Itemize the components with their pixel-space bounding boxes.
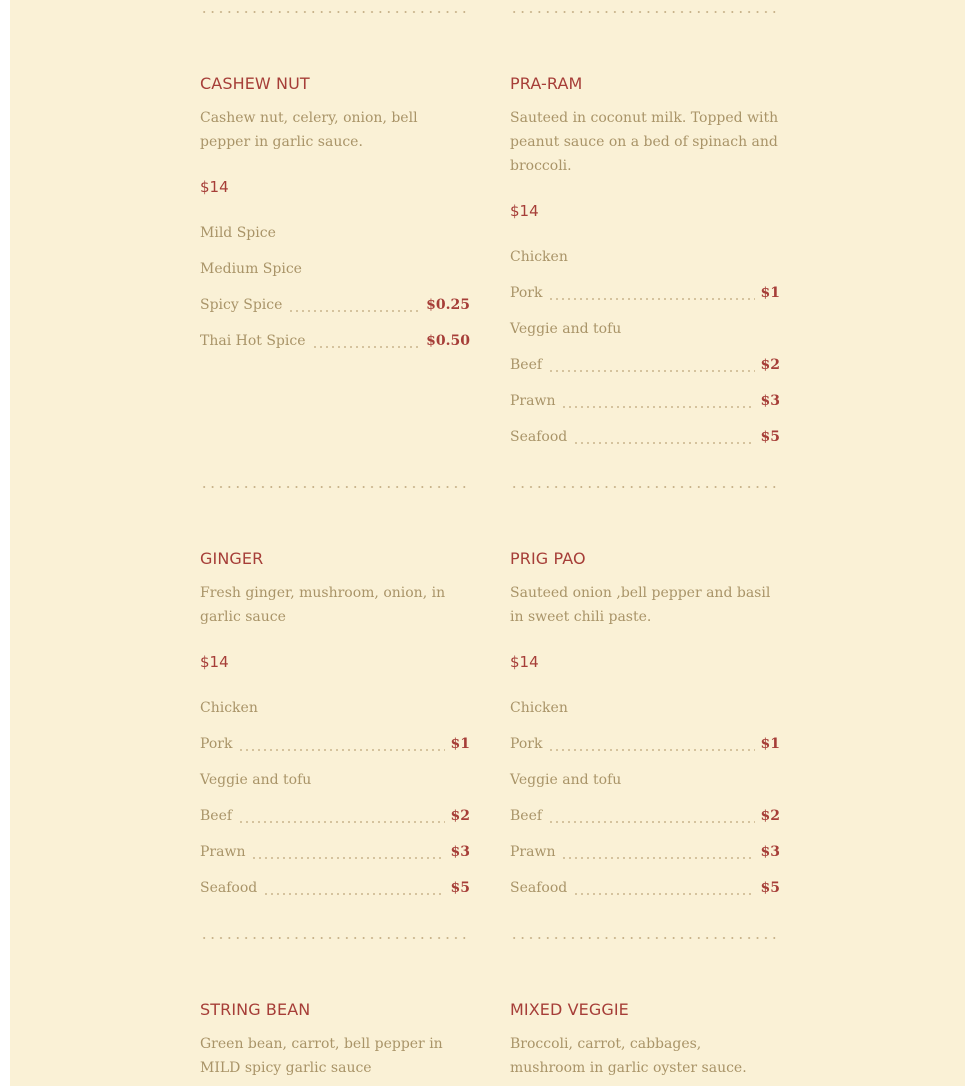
- option-name: Seafood: [200, 880, 258, 896]
- separator: [510, 11, 780, 13]
- option-name: Beef: [510, 808, 543, 824]
- item-description: Broccoli, carrot, cabbages, mushroom in garlic oyster sauce.: [510, 1036, 747, 1076]
- item-title: CASHEW NUT: [200, 74, 310, 93]
- item-price: $14: [510, 202, 539, 220]
- option-row[interactable]: [200, 259, 470, 279]
- option-price: $3: [450, 844, 470, 860]
- option-row[interactable]: [510, 842, 780, 862]
- dot-leader: [288, 310, 420, 312]
- item-title: PRA-RAM: [510, 74, 583, 93]
- option-row[interactable]: [200, 806, 470, 826]
- option-row[interactable]: [200, 842, 470, 862]
- option-price: $0.25: [426, 297, 470, 313]
- item-price: $14: [510, 653, 539, 671]
- dot-leader: [251, 857, 444, 859]
- option-name: Seafood: [510, 880, 568, 896]
- dot-leader: [238, 749, 444, 751]
- dot-leader: [263, 893, 444, 895]
- option-name: Chicken: [200, 700, 258, 716]
- option-name: Pork: [510, 285, 543, 301]
- dot-leader: [561, 406, 754, 408]
- option-name: Medium Spice: [200, 261, 302, 277]
- separator: [200, 11, 470, 13]
- option-row[interactable]: [510, 806, 780, 826]
- option-row[interactable]: [510, 319, 780, 339]
- dot-leader: [561, 857, 754, 859]
- option-name: Veggie and tofu: [510, 321, 622, 337]
- option-row[interactable]: [200, 295, 470, 315]
- dot-leader: [312, 346, 421, 348]
- dot-leader: [548, 821, 754, 823]
- option-price: $1: [760, 285, 780, 301]
- item-price: $14: [200, 653, 229, 671]
- item-description: Cashew nut, celery, onion, bell pepper in garlic sauce.: [200, 110, 418, 150]
- option-name: Beef: [200, 808, 233, 824]
- item-title: GINGER: [200, 549, 264, 568]
- dot-leader: [548, 749, 754, 751]
- option-row[interactable]: [510, 391, 780, 411]
- option-name: Spicy Spice: [200, 297, 283, 313]
- option-row[interactable]: [200, 223, 470, 243]
- option-row[interactable]: [200, 878, 470, 898]
- separator: [510, 486, 780, 488]
- option-price: $2: [450, 808, 470, 824]
- dot-leader: [573, 893, 754, 895]
- option-price: $0.50: [426, 333, 470, 349]
- option-price: $3: [760, 393, 780, 409]
- option-name: Prawn: [200, 844, 246, 860]
- option-price: $5: [760, 429, 780, 445]
- option-row[interactable]: [510, 878, 780, 898]
- menu-page: [10, 0, 965, 1086]
- option-row[interactable]: [200, 331, 470, 351]
- option-price: $2: [760, 808, 780, 824]
- option-name: Seafood: [510, 429, 568, 445]
- option-row[interactable]: [200, 770, 470, 790]
- item-price: $14: [200, 178, 229, 196]
- option-price: $1: [450, 736, 470, 752]
- option-price: $5: [450, 880, 470, 896]
- option-price: $5: [760, 880, 780, 896]
- option-row[interactable]: [510, 770, 780, 790]
- dot-leader: [238, 821, 444, 823]
- option-row[interactable]: [510, 247, 780, 267]
- option-name: Prawn: [510, 393, 556, 409]
- option-name: Pork: [200, 736, 233, 752]
- option-price: $3: [760, 844, 780, 860]
- item-title: STRING BEAN: [200, 1000, 311, 1019]
- item-title: PRIG PAO: [510, 549, 586, 568]
- option-row[interactable]: [510, 427, 780, 447]
- option-name: Thai Hot Spice: [200, 333, 306, 349]
- option-name: Chicken: [510, 249, 568, 265]
- separator: [200, 937, 470, 939]
- option-name: Beef: [510, 357, 543, 373]
- option-row[interactable]: [200, 734, 470, 754]
- option-name: Prawn: [510, 844, 556, 860]
- item-title: MIXED VEGGIE: [510, 1000, 629, 1019]
- option-name: Chicken: [510, 700, 568, 716]
- option-row[interactable]: [510, 355, 780, 375]
- item-description: Fresh ginger, mushroom, onion, in garlic sauce: [200, 585, 446, 625]
- option-name: Mild Spice: [200, 225, 276, 241]
- option-price: $2: [760, 357, 780, 373]
- dot-leader: [548, 370, 754, 372]
- dot-leader: [573, 442, 754, 444]
- option-name: Pork: [510, 736, 543, 752]
- dot-leader: [548, 298, 754, 300]
- option-row[interactable]: [510, 283, 780, 303]
- item-description: Sauteed onion ,bell pepper and basil in sweet chili paste.: [510, 585, 771, 625]
- separator: [510, 937, 780, 939]
- separator: [200, 486, 470, 488]
- option-row[interactable]: [510, 734, 780, 754]
- option-name: Veggie and tofu: [510, 772, 622, 788]
- option-price: $1: [760, 736, 780, 752]
- item-description: Sauteed in coconut milk. Topped with peanut sauce on a bed of spinach and broccoli.: [510, 110, 779, 174]
- option-row[interactable]: [510, 698, 780, 718]
- item-description: Green bean, carrot, bell pepper in MILD spicy garlic sauce: [200, 1036, 443, 1076]
- option-row[interactable]: [200, 698, 470, 718]
- option-name: Veggie and tofu: [200, 772, 312, 788]
